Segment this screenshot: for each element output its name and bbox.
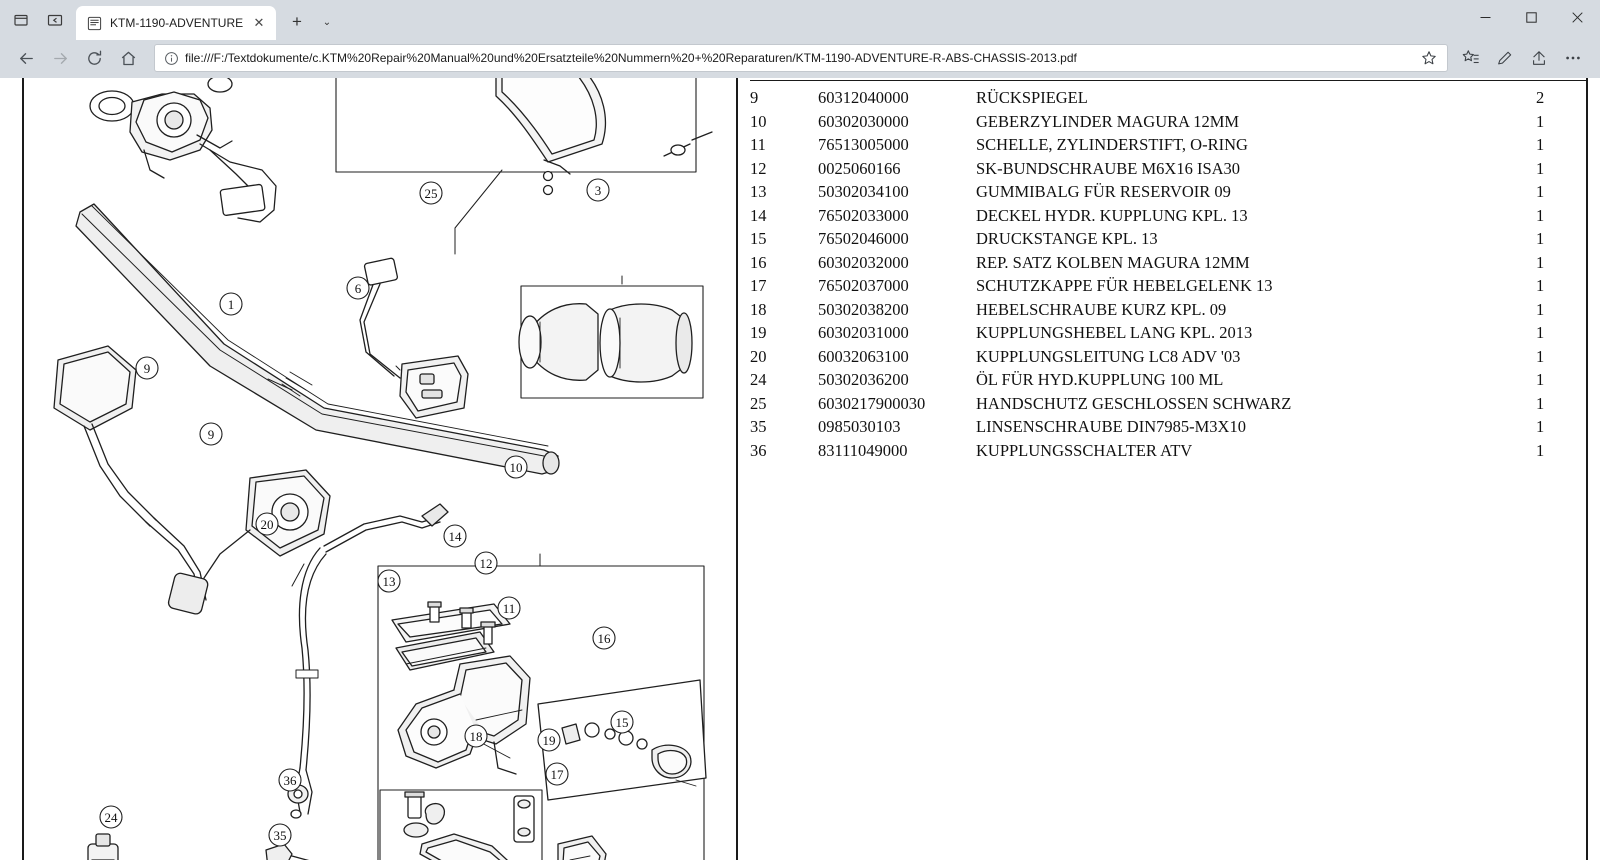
cell-position: 20 [750, 346, 767, 366]
cell-part-number: 60302032000 [818, 252, 909, 272]
close-window-button[interactable] [1554, 0, 1600, 34]
cell-part-number: 0985030103 [818, 417, 901, 436]
cell-part-number: 76502037000 [818, 276, 909, 295]
browser-toolbar [0, 40, 1600, 78]
pdf-icon [86, 15, 102, 31]
parts-table [750, 88, 1580, 464]
svg-text:25: 25 [424, 186, 438, 201]
cell-part-number: 6030217900030 [818, 393, 926, 413]
svg-text:16: 16 [597, 631, 611, 646]
settings-menu-button[interactable] [1556, 43, 1590, 73]
table-row [750, 394, 1580, 418]
home-button[interactable] [112, 43, 144, 73]
cell-description: LINSENSCHRAUBE DIN7985-M3X10 [976, 417, 1246, 436]
cell-description: SK-BUNDSCHRAUBE M6X16 ISA30 [976, 158, 1241, 178]
maximize-button[interactable] [1508, 0, 1554, 34]
svg-text:14: 14 [448, 529, 462, 544]
table-row [750, 276, 1580, 300]
cell-quantity: 1 [1536, 111, 1545, 131]
address-bar[interactable] [154, 44, 1448, 72]
back-button[interactable] [10, 43, 42, 73]
svg-text:9: 9 [207, 427, 215, 442]
cell-description: SCHUTZKAPPE FÜR HEBELGELENK 13 [976, 276, 1273, 295]
pdf-viewport[interactable] [0, 78, 1600, 860]
tab-search-back-icon[interactable] [38, 3, 72, 37]
svg-text:18: 18 [469, 729, 483, 744]
pdf-page [0, 78, 1600, 860]
svg-text:15: 15 [615, 715, 629, 730]
page-divider [736, 78, 738, 860]
cell-part-number: 50302036200 [818, 370, 909, 389]
cell-part-number: 60302030000 [818, 111, 909, 131]
cell-part-number: 76502046000 [818, 229, 909, 248]
table-row [750, 300, 1580, 324]
table-row [750, 112, 1580, 136]
cell-quantity: 1 [1536, 135, 1545, 154]
tab-actions-icon[interactable] [4, 3, 38, 37]
table-row [750, 323, 1580, 347]
cell-quantity: 1 [1536, 229, 1545, 248]
cell-quantity: 1 [1536, 346, 1545, 366]
tab-strip [0, 0, 1600, 40]
cell-position: 12 [750, 158, 767, 178]
new-tab-button[interactable]: + [292, 12, 302, 31]
cell-quantity: 1 [1536, 370, 1545, 389]
cell-description: DRUCKSTANGE KPL. 13 [976, 229, 1158, 248]
cell-position: 13 [750, 182, 767, 201]
cell-position: 10 [750, 111, 767, 131]
table-row [750, 229, 1580, 253]
svg-text:36: 36 [283, 773, 297, 788]
cell-quantity: 1 [1536, 299, 1545, 319]
forward-button[interactable] [44, 43, 76, 73]
svg-text:35: 35 [273, 828, 287, 843]
cell-description: KUPPLUNGSHEBEL LANG KPL. 2013 [976, 323, 1253, 342]
url-text[interactable]: file:///F:/Textdokumente/c.KTM%20Repair%20Manual%20und%20Ersatzteile%20Nummern%20+%20Reparaturen/KTM-1190-ADVENTURE-R-ABS-CHASSIS-2013.pdf [185, 51, 1077, 65]
cell-part-number: 83111049000 [818, 440, 908, 460]
cell-description: DECKEL HYDR. KUPPLUNG KPL. 13 [976, 205, 1248, 225]
cell-part-number: 76513005000 [818, 135, 909, 154]
cell-position: 11 [750, 135, 766, 154]
cell-description: RÜCKSPIEGEL [976, 88, 1088, 107]
cell-position: 14 [750, 205, 767, 225]
cell-part-number: 60312040000 [818, 88, 909, 107]
close-icon[interactable]: ✕ [253, 15, 265, 30]
table-row [750, 159, 1580, 183]
cell-quantity: 1 [1536, 158, 1545, 178]
cell-position: 25 [750, 393, 767, 413]
cell-quantity: 1 [1536, 417, 1545, 436]
page-top-rule [750, 80, 1586, 81]
table-row [750, 135, 1580, 159]
cell-quantity: 1 [1536, 182, 1545, 201]
cell-part-number: 50302038200 [818, 299, 909, 319]
cell-description: HANDSCHUTZ GESCHLOSSEN SCHWARZ [976, 393, 1292, 413]
svg-text:24: 24 [104, 810, 118, 825]
cell-position: 9 [750, 88, 759, 107]
svg-text:1: 1 [227, 297, 235, 312]
cell-description: SCHELLE, ZYLINDERSTIFT, O-RING [976, 135, 1248, 154]
star-icon[interactable] [1417, 46, 1441, 70]
cell-quantity: 1 [1536, 440, 1545, 460]
cell-quantity: 1 [1536, 252, 1545, 272]
cell-description: GUMMIBALG FÜR RESERVOIR 09 [976, 182, 1231, 201]
svg-text:3: 3 [594, 183, 602, 198]
tab-title: KTM-1190-ADVENTURE [110, 16, 244, 30]
cell-position: 15 [750, 229, 767, 248]
chevron-down-icon[interactable]: ⌄ [322, 16, 332, 28]
svg-text:13: 13 [382, 574, 396, 589]
svg-text:17: 17 [550, 767, 564, 782]
cell-position: 24 [750, 370, 767, 389]
table-row [750, 441, 1580, 465]
cell-description: KUPPLUNGSSCHALTER ATV [976, 440, 1193, 460]
cell-description: ÖL FÜR HYD.KUPPLUNG 100 ML [976, 370, 1224, 389]
table-row [750, 347, 1580, 371]
share-icon[interactable] [1522, 43, 1556, 73]
favorites-icon[interactable] [1454, 43, 1488, 73]
svg-text:9: 9 [143, 361, 151, 376]
svg-text:19: 19 [542, 733, 556, 748]
cell-position: 18 [750, 299, 767, 319]
svg-text:20: 20 [260, 517, 274, 532]
table-row [750, 417, 1580, 441]
page-border-right [1586, 78, 1588, 860]
minimize-button[interactable] [1462, 0, 1508, 34]
cell-part-number: 60032063100 [818, 346, 909, 366]
window-controls [1462, 0, 1600, 40]
table-row [750, 88, 1580, 112]
cell-position: 16 [750, 252, 767, 272]
cell-position: 36 [750, 440, 767, 460]
cell-description: HEBELSCHRAUBE KURZ KPL. 09 [976, 299, 1227, 319]
table-row [750, 370, 1580, 394]
refresh-button[interactable] [78, 43, 110, 73]
table-row [750, 182, 1580, 206]
cell-description: REP. SATZ KOLBEN MAGURA 12MM [976, 252, 1250, 272]
table-row [750, 206, 1580, 230]
pen-icon[interactable] [1488, 43, 1522, 73]
info-icon[interactable] [161, 48, 181, 68]
cell-position: 19 [750, 323, 767, 342]
cell-quantity: 2 [1536, 88, 1545, 107]
exploded-diagram [24, 78, 736, 860]
cell-position: 17 [750, 276, 767, 295]
cell-part-number: 0025060166 [818, 158, 901, 178]
table-row [750, 253, 1580, 277]
cell-quantity: 1 [1536, 393, 1545, 413]
cell-part-number: 50302034100 [818, 182, 909, 201]
browser-tab[interactable] [76, 6, 276, 40]
svg-text:10: 10 [509, 460, 523, 475]
cell-quantity: 1 [1536, 205, 1545, 225]
cell-part-number: 76502033000 [818, 205, 909, 225]
cell-quantity: 1 [1536, 323, 1545, 342]
svg-text:12: 12 [479, 556, 493, 571]
cell-description: GEBERZYLINDER MAGURA 12MM [976, 111, 1240, 131]
cell-part-number: 60302031000 [818, 323, 909, 342]
cell-description: KUPPLUNGSLEITUNG LC8 ADV '03 [976, 346, 1241, 366]
cell-position: 35 [750, 417, 767, 436]
svg-text:6: 6 [354, 281, 362, 296]
cell-quantity: 1 [1536, 276, 1545, 295]
svg-text:11: 11 [502, 601, 516, 616]
